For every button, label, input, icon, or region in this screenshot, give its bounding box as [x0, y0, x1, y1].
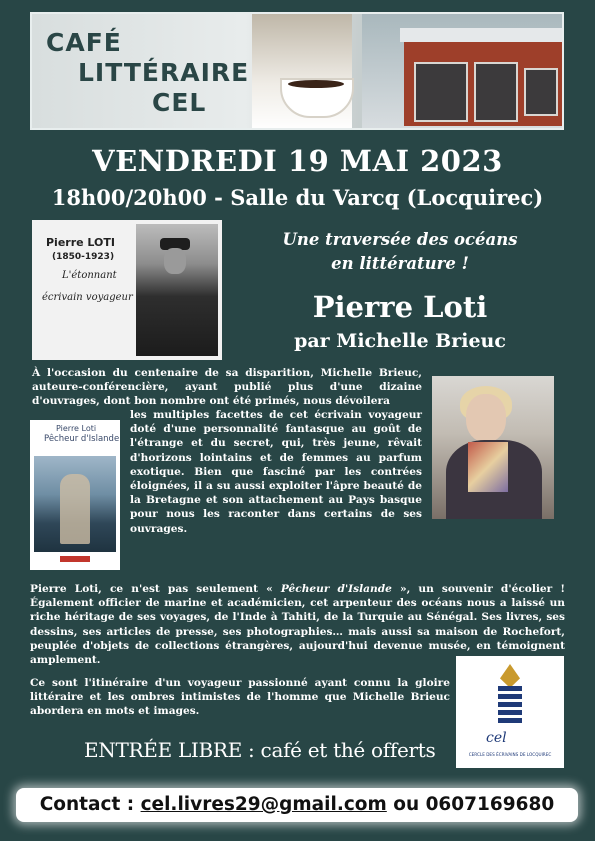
book2-author: Pierre Loti	[56, 424, 97, 433]
event-time-place: 18h00/20h00 - Salle du Varcq (Locquirec)	[51, 185, 544, 210]
subtitle-line2: en littérature !	[331, 254, 469, 273]
contact-connector: ou	[386, 794, 426, 815]
cafe-title	[42, 28, 252, 118]
book-subtitle-line2: écrivain voyageur	[42, 292, 133, 303]
intro-paragraph-continued: les multiples facettes de cet écrivain voyageur doté d'une personnalité fantasque au goût de l'étrange et du secret, qui, très jeune, rêvait d'horizons lointains et de femmes au parfum exotique. Bien que fasciné par les contrées éloignées, il a su aussi exploiter l'âpre beauté de la Bretagne et son attachement au Pays basque pour nous les raconter dans certains de ses ouvrages.	[130, 409, 422, 535]
contact-phone[interactable]: 0607169680	[425, 794, 555, 815]
pen-nib-icon	[500, 664, 520, 688]
logo-mark-text: cel	[486, 730, 507, 746]
lighthouse-icon	[498, 686, 522, 726]
book-author: Pierre LOTI	[46, 236, 115, 249]
cafe-title-line3: CEL	[152, 88, 207, 117]
free-entry-notice: ENTRÉE LIBRE : café et thé offerts	[84, 738, 436, 762]
speaker-photo	[432, 376, 554, 519]
loti-portrait	[136, 224, 218, 356]
book-cover-pecheur	[30, 420, 120, 570]
logo-caption: CERCLE DES ÉCRIVAINS DE LOCQUIREC	[468, 752, 552, 757]
intro-paragraph-top: À l'occasion du centenaire de sa disparition, Michelle Brieuc, auteure-conférencière, ayant publié plus d'une dizaine d'ouvrages, dont bon nombre ont été primés, nous dévoilera	[32, 367, 422, 408]
speaker-byline: par Michelle Brieuc	[294, 330, 506, 352]
heritage-text-rest: », un souvenir d'écolier ! Également officier de marine et académicien, cet arpenteur des océans nous a laissé un riche héritage de ses voyages, de l'Inde à Tahiti, de la Turquie au Sénégal. Ses livres, ses dessins, ses articles de presse, ses photographies… mais aussi sa maison de Rochefort, peuplée d'objets de collections étrangères, aujourd'hui devenue musée, en témoignent amplement.	[30, 583, 565, 667]
book2-title: Pêcheur d'Islande	[44, 434, 120, 444]
coffee-surface	[288, 80, 344, 88]
heritage-text-start: Pierre Loti, ce n'est pas seulement «	[30, 583, 281, 595]
contact-email-link[interactable]: cel.livres29@gmail.com	[140, 794, 387, 815]
book-cover-loti	[32, 220, 222, 360]
book2-figure	[60, 474, 90, 544]
heritage-paragraph	[30, 582, 565, 667]
contact-label: Contact :	[39, 794, 141, 815]
book2-publisher-mark	[60, 556, 90, 562]
event-date: VENDREDI 19 MAI 2023	[92, 144, 503, 178]
cafe-title-line1: CAFÉ	[46, 28, 122, 57]
header-banner	[30, 12, 564, 130]
book-subtitle-line1: L'étonnant	[62, 270, 117, 281]
book-years: (1850-1923)	[52, 252, 115, 262]
speaker-name: Pierre Loti	[312, 290, 488, 324]
subtitle-line1: Une traversée des océans	[282, 230, 518, 249]
closing-paragraph: Ce sont l'itinéraire d'un voyageur passionné ayant connu la gloire littéraire et les ombres intimistes de l'homme que Michelle Brieuc abordera en mots et images.	[30, 677, 450, 718]
event-subtitle	[240, 228, 560, 276]
cafe-title-line2: LITTÉRAIRE	[78, 58, 250, 87]
heritage-book-title: Pêcheur d'Islande	[280, 583, 392, 595]
contact-bar	[16, 788, 578, 822]
cel-logo	[456, 656, 564, 768]
building-photo	[404, 28, 562, 126]
